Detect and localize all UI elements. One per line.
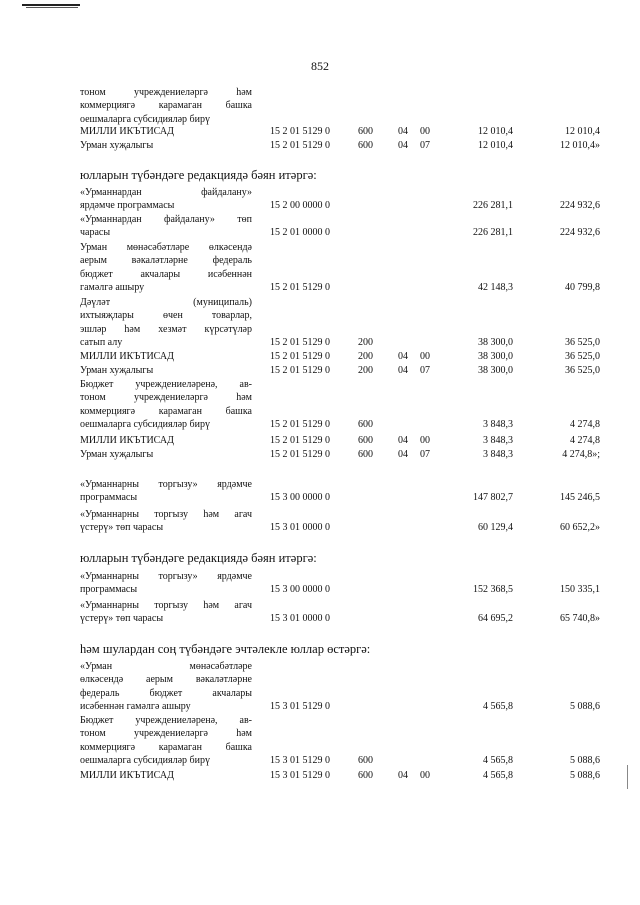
row-name-line: оешмаларга субсидияләр бирү [80, 754, 210, 766]
row-name-line: Урман хуҗалыгы [80, 365, 154, 376]
row-name [80, 364, 252, 377]
expense-type: 200 [358, 351, 373, 362]
row-name-line: МИЛЛИ ИКЪТИСАД [80, 351, 174, 362]
row-name-line: үстерү» төп чарасы [80, 613, 164, 625]
expense-type: 600 [358, 140, 373, 151]
row-name-line: «Урманнарны торгызу» ярдәмче [80, 571, 252, 582]
amount-year-2: 224 932,6 [560, 227, 600, 239]
target-code: 15 2 01 5129 0 [270, 365, 330, 376]
amount-year-1: 226 281,1 [473, 227, 513, 239]
target-code: 15 3 01 5129 0 [270, 770, 330, 781]
row-name-line: Урман мөнәсәбәтләре өлкәсендә [80, 242, 252, 253]
row-name-line: оешмаларга субсидияләр бирү [80, 418, 210, 430]
expense-type: 600 [358, 754, 373, 766]
amount-year-2: 5 088,6 [570, 700, 600, 712]
row-name-line: МИЛЛИ ИКЪТИСАД [80, 770, 174, 781]
subsection-code: 07 [420, 140, 430, 151]
row-name [80, 350, 252, 363]
expense-type: 200 [358, 336, 373, 348]
amount-year-2: 65 740,8» [560, 613, 600, 625]
row-name-line: тоном учреждениеләргә һәм [80, 728, 252, 740]
row-name-line: чарасы [80, 227, 111, 239]
row-name [80, 660, 252, 713]
target-code: 15 3 01 5129 0 [270, 754, 330, 766]
row-name-line: гамәлгә ашыру [80, 281, 145, 293]
row-name-line: «Урманнардан файдалану» төп [80, 214, 252, 225]
row-name-line: «Урманнардан файдалану» [80, 187, 252, 198]
subsection-code: 00 [420, 435, 430, 446]
amount-year-1: 152 368,5 [473, 584, 513, 596]
target-code: 15 2 01 5129 0 [270, 126, 330, 137]
row-name-line: сатып алу [80, 336, 123, 348]
row-name-line: бюджет акчалары исәбеннән [80, 268, 252, 280]
row-name-line: оешмаларга субсидияләр бирү [80, 113, 210, 125]
expense-type: 600 [358, 449, 373, 460]
row-name-line: программасы [80, 492, 138, 504]
row-name-line: Урман хуҗалыгы [80, 140, 154, 151]
row-name-line: өлкәсендә аерым вәкаләтләрне [80, 674, 252, 686]
row-name-line: Урман хуҗалыгы [80, 449, 154, 460]
amount-year-1: 38 300,0 [478, 365, 513, 376]
amount-year-2: 4 274,8 [570, 418, 600, 430]
row-name-line: «Урманнарны торгызу һәм агач [80, 600, 252, 611]
expense-type: 600 [358, 126, 373, 137]
page-number: 852 [311, 59, 329, 73]
amount-year-2: 36 525,0 [565, 336, 600, 348]
target-code: 15 3 01 5129 0 [270, 700, 330, 712]
target-code: 15 2 01 5129 0 [270, 351, 330, 362]
subsection-code: 07 [420, 365, 430, 376]
expense-type: 600 [358, 770, 373, 781]
amount-year-1: 4 565,8 [483, 770, 513, 781]
section-heading: юлларын түбәндәге редакциядә бәян итәргә: [80, 551, 317, 565]
row-name [80, 448, 252, 461]
row-name [80, 478, 252, 505]
row-name-line: Дәүләт (муниципаль) [80, 297, 252, 308]
amount-year-2: 4 274,8 [570, 435, 600, 446]
row-name-line: «Урманнарны торгызу» ярдәмче [80, 479, 252, 490]
row-name-line: тоном учреждениеләргә һәм [80, 392, 252, 404]
target-code: 15 3 00 0000 0 [270, 584, 330, 596]
scan-mark [22, 4, 80, 6]
amount-year-2: 5 088,6 [570, 770, 600, 781]
row-name-line: МИЛЛИ ИКЪТИСАД [80, 126, 174, 137]
row-name [80, 213, 252, 240]
scan-mark [26, 7, 78, 8]
amount-year-1: 12 010,4 [478, 126, 513, 137]
row-name-line: Бюджет учреждениеләренә, ав- [80, 715, 252, 726]
section-code: 04 [398, 770, 408, 781]
row-name-line: «Урман мөнәсәбәтләре [80, 661, 252, 672]
target-code: 15 2 01 5129 0 [270, 140, 330, 151]
amount-year-1: 226 281,1 [473, 200, 513, 212]
expense-type: 600 [358, 418, 373, 430]
amount-year-2: 40 799,8 [565, 281, 600, 293]
row-name-line: тоном учреждениеләргә һәм [80, 87, 252, 98]
row-name-line: ярдәмче программасы [80, 200, 175, 212]
amount-year-2: 224 932,6 [560, 200, 600, 212]
section-code: 04 [398, 351, 408, 362]
amount-year-1: 42 148,3 [478, 281, 513, 293]
target-code: 15 2 00 0000 0 [270, 200, 330, 212]
amount-year-2: 36 525,0 [565, 351, 600, 362]
amount-year-2: 12 010,4 [565, 126, 600, 137]
subsection-code: 00 [420, 770, 430, 781]
target-code: 15 3 00 0000 0 [270, 492, 330, 504]
row-name [80, 125, 252, 138]
amount-year-1: 38 300,0 [478, 336, 513, 348]
amount-year-1: 38 300,0 [478, 351, 513, 362]
row-name-line: коммерциягә карамаган башка [80, 100, 252, 112]
amount-year-1: 147 802,7 [473, 492, 513, 504]
amount-year-2: 60 652,2» [560, 522, 600, 534]
amount-year-2: 12 010,4» [560, 140, 600, 151]
amount-year-1: 4 565,8 [483, 754, 513, 766]
section-code: 04 [398, 365, 408, 376]
amount-year-2: 150 335,1 [560, 584, 600, 596]
target-code: 15 2 01 5129 0 [270, 449, 330, 460]
row-name-line: федераль бюджет акчалары [80, 687, 252, 699]
row-name-line: аерым вәкаләтләрне федераль [80, 255, 252, 267]
amount-year-2: 36 525,0 [565, 365, 600, 376]
row-name [80, 186, 252, 213]
subsection-code: 00 [420, 126, 430, 137]
amount-year-1: 12 010,4 [478, 140, 513, 151]
subsection-code: 07 [420, 449, 430, 460]
subsection-code: 00 [420, 351, 430, 362]
amount-year-2: 145 246,5 [560, 492, 600, 504]
row-name [80, 241, 252, 294]
amount-year-2: 4 274,8»; [562, 449, 600, 460]
amount-year-1: 60 129,4 [478, 522, 513, 534]
row-name-line: Бюджет учреждениеләренә, ав- [80, 379, 252, 390]
amount-year-1: 64 695,2 [478, 613, 513, 625]
row-name [80, 599, 252, 626]
amount-year-1: 3 848,3 [483, 418, 513, 430]
target-code: 15 2 01 5129 0 [270, 336, 330, 348]
row-name-line: коммерциягә карамаган башка [80, 741, 252, 753]
row-name-line: ихтыяҗлары өчен товарлар, [80, 310, 252, 322]
row-name [80, 139, 252, 152]
section-code: 04 [398, 126, 408, 137]
target-code: 15 2 01 0000 0 [270, 227, 330, 239]
expense-type: 600 [358, 435, 373, 446]
target-code: 15 3 01 0000 0 [270, 522, 330, 534]
expense-type: 200 [358, 365, 373, 376]
row-name [80, 769, 252, 782]
scan-mark [627, 765, 628, 789]
row-name-line: коммерциягә карамаган башка [80, 405, 252, 417]
section-heading: һәм шулардан соң түбәндәге эчтәлекле юллар өстәргә: [80, 642, 371, 656]
target-code: 15 3 01 0000 0 [270, 613, 330, 625]
amount-year-1: 3 848,3 [483, 449, 513, 460]
amount-year-1: 4 565,8 [483, 700, 513, 712]
row-name [80, 570, 252, 597]
target-code: 15 2 01 5129 0 [270, 435, 330, 446]
row-name-line: исәбеннән гамәлгә ашыру [80, 700, 191, 712]
row-name [80, 508, 252, 535]
section-code: 04 [398, 449, 408, 460]
row-name-line: эшләр һәм хезмәт күрсәтүләр [80, 323, 252, 335]
target-code: 15 2 01 5129 0 [270, 418, 330, 430]
amount-year-1: 3 848,3 [483, 435, 513, 446]
row-name [80, 434, 252, 447]
row-name [80, 86, 252, 126]
section-code: 04 [398, 140, 408, 151]
target-code: 15 2 01 5129 0 [270, 281, 330, 293]
section-heading: юлларын түбәндәге редакциядә бәян итәргә: [80, 168, 317, 182]
row-name-line: программасы [80, 584, 138, 596]
row-name [80, 378, 252, 431]
row-name-line: «Урманнарны торгызу һәм агач [80, 509, 252, 520]
row-name [80, 296, 252, 349]
amount-year-2: 5 088,6 [570, 754, 600, 766]
row-name-line: МИЛЛИ ИКЪТИСАД [80, 435, 174, 446]
row-name-line: үстерү» төп чарасы [80, 522, 164, 534]
row-name [80, 714, 252, 767]
section-code: 04 [398, 435, 408, 446]
